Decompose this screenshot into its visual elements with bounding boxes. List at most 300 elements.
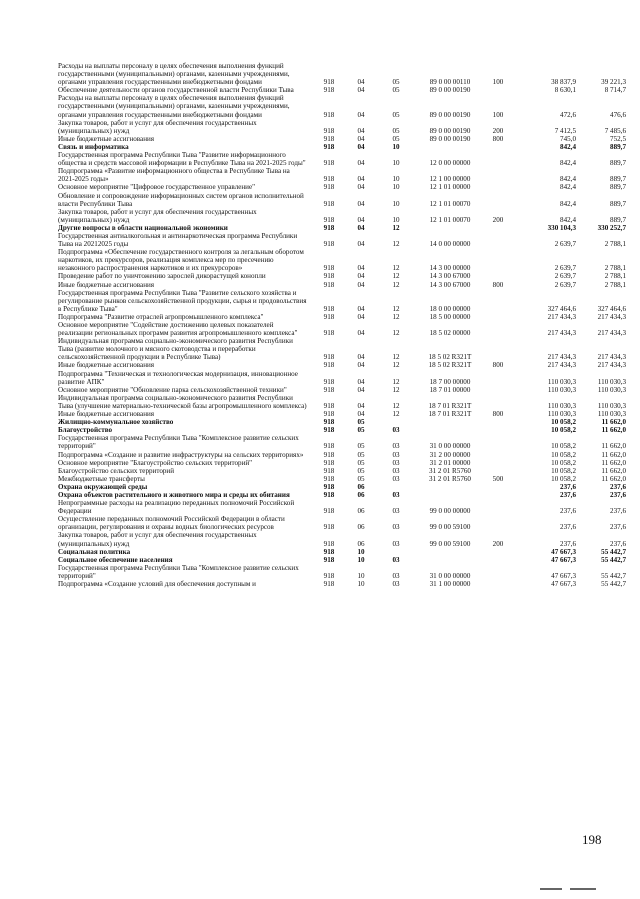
table-row	[58, 313, 626, 321]
amount-year2-cell: 2 788,1	[604, 280, 626, 289]
expense-type-cell	[486, 192, 510, 208]
amount-year1-cell: 237,6	[560, 482, 576, 491]
amount-year2-cell: 7 485,6	[604, 126, 626, 135]
target-article-cell: 31 0 00 00000	[429, 571, 471, 580]
amount-year2-cell: 237,6	[610, 523, 626, 532]
amount-year2-cell: 11 662,0	[601, 418, 626, 427]
amount-year2-cell: 2 788,1	[604, 240, 626, 249]
amount-year2-cell: 11 662,0	[601, 450, 626, 459]
expense-type-cell	[486, 313, 510, 321]
section-code-cell: 04	[357, 401, 365, 410]
subsection-code-cell: 10	[392, 199, 400, 208]
target-article-cell: 31 0 00 00000	[429, 442, 471, 451]
section-code-cell: 06	[357, 482, 365, 491]
subsection-code-cell	[378, 548, 414, 556]
amount-year2-cell: 39 221,3	[601, 78, 626, 87]
subsection-code-cell: 10	[392, 159, 400, 168]
section-code-cell: 06	[357, 507, 365, 516]
section-code-cell: 10	[357, 555, 365, 564]
row-name-cell: Связь и информатика	[58, 142, 129, 151]
subsection-code-cell: 05	[392, 86, 400, 95]
row-name-cell: Межбюджетные трансферты	[58, 474, 145, 483]
section-code-cell: 04	[357, 86, 365, 95]
target-article-cell: 89 0 00 00190	[429, 134, 471, 143]
grbs-code-cell: 918	[323, 126, 335, 135]
table-row	[58, 410, 626, 418]
table-row	[58, 580, 626, 588]
grbs-code-cell: 918	[323, 264, 335, 273]
amount-year2-cell: 476,6	[610, 110, 626, 119]
grbs-code-cell: 918	[323, 78, 335, 87]
grbs-code-cell: 918	[323, 377, 335, 386]
row-name-cell: Основное мероприятие "Обновление парка сельскохозяйственной техники"	[58, 385, 287, 394]
table-row	[58, 337, 626, 361]
grbs-code-cell: 918	[323, 134, 335, 143]
amount-year1-cell: 10 058,2	[551, 466, 576, 475]
subsection-code-cell: 12	[392, 361, 400, 370]
section-code-cell: 10	[357, 571, 365, 580]
amount-year1-cell: 47 667,3	[551, 547, 576, 556]
table-row	[58, 232, 626, 248]
subsection-code-cell: 10	[392, 142, 400, 151]
amount-year2-cell: 55 442,7	[601, 580, 626, 588]
expense-type-cell: 200	[492, 539, 504, 548]
amount-year2-cell: 237,6	[610, 482, 626, 491]
amount-year2-cell: 217 434,3	[597, 361, 626, 370]
row-name-cell: Основное мероприятие "Содействие достижению целевых показателей реализации региональных программ развития агропромышленного комплекса"	[58, 321, 298, 338]
row-name-cell: Подпрограмма «Создание и развитие инфраструктуры на сельских территориях»	[58, 450, 304, 459]
table-row	[58, 475, 626, 483]
target-article-cell: 89 0 00 00110	[429, 78, 471, 87]
target-article-cell: 18 5 00 00000	[429, 312, 471, 321]
table-row	[58, 321, 626, 337]
target-article-cell: 31 2 01 R5760	[429, 474, 471, 483]
grbs-code-cell: 918	[323, 442, 335, 451]
amount-year2-cell: 55 442,7	[601, 555, 626, 564]
target-article-cell: 89 0 00 00190	[429, 126, 471, 135]
grbs-code-cell: 918	[323, 571, 335, 580]
subsection-code-cell: 05	[392, 126, 400, 135]
amount-year2-cell: 889,7	[610, 142, 626, 151]
table-row	[58, 434, 626, 450]
expense-type-cell	[486, 370, 510, 386]
expense-type-cell	[486, 386, 510, 394]
target-article-cell	[414, 483, 486, 491]
target-article-cell	[414, 556, 486, 564]
grbs-code-cell: 918	[323, 410, 335, 419]
amount-year2-cell: 2 788,1	[604, 264, 626, 273]
amount-year2-cell: 55 442,7	[601, 547, 626, 556]
section-code-cell: 04	[357, 110, 365, 119]
expense-type-cell	[486, 337, 510, 361]
amount-year1-cell: 842,4	[560, 159, 576, 168]
grbs-code-cell: 918	[323, 142, 335, 151]
subsection-code-cell: 12	[392, 264, 400, 273]
target-article-cell: 12 1 01 00070	[429, 199, 471, 208]
target-article-cell: 18 0 00 00000	[429, 304, 471, 313]
grbs-code-cell: 918	[323, 474, 335, 483]
row-name-cell: Иные бюджетные ассигнования	[58, 410, 155, 419]
amount-year2-cell: 55 442,7	[601, 571, 626, 580]
table-row	[58, 515, 626, 531]
table-row	[58, 151, 626, 167]
grbs-code-cell: 918	[323, 361, 335, 370]
amount-year2-cell: 889,7	[610, 215, 626, 224]
table-row	[58, 394, 626, 410]
target-article-cell: 99 0 00 00000	[429, 507, 471, 516]
amount-year1-cell: 842,4	[560, 199, 576, 208]
amount-year1-cell: 10 058,2	[551, 442, 576, 451]
expense-type-cell	[486, 224, 510, 232]
table-row	[58, 62, 626, 86]
target-article-cell	[414, 418, 486, 426]
expense-type-cell	[486, 418, 510, 426]
row-name-cell: Подпрограмма «Обеспечение государственного контроля за легальным оборотом наркотиков, их прекурсоров, реализация комплекса мер по пресечению незаконного распространения наркотиков и их прекурсоров»	[58, 248, 304, 273]
expense-type-cell	[486, 151, 510, 167]
expense-type-cell	[486, 459, 510, 467]
target-article-cell: 18 7 00 00000	[429, 377, 471, 386]
target-article-cell: 18 5 02 00000	[429, 329, 471, 338]
amount-year1-cell: 10 058,2	[551, 474, 576, 483]
subsection-code-cell: 03	[392, 580, 400, 588]
amount-year1-cell: 237,6	[560, 523, 576, 532]
subsection-code-cell: 03	[392, 507, 400, 516]
expense-type-cell	[486, 434, 510, 450]
row-name-cell: Иные бюджетные ассигнования	[58, 134, 155, 143]
expense-type-cell: 100	[492, 110, 504, 119]
row-name-cell: Жилищно-коммунальное хозяйство	[58, 418, 174, 427]
amount-year1-cell: 842,4	[560, 183, 576, 192]
amount-year2-cell: 889,7	[610, 159, 626, 168]
section-code-cell: 04	[357, 215, 365, 224]
target-article-cell: 14 3 00 00000	[429, 264, 471, 273]
amount-year1-cell: 842,4	[560, 215, 576, 224]
grbs-code-cell: 918	[323, 418, 335, 427]
subsection-code-cell: 12	[392, 410, 400, 419]
section-code-cell: 06	[357, 523, 365, 532]
section-code-cell: 04	[357, 223, 365, 232]
subsection-code-cell: 12	[392, 272, 400, 281]
expense-type-cell	[486, 556, 510, 564]
subsection-code-cell: 03	[392, 458, 400, 467]
grbs-code-cell: 918	[323, 385, 335, 394]
amount-year2-cell: 11 662,0	[601, 426, 626, 435]
amount-year1-cell: 2 639,7	[554, 264, 576, 273]
target-article-cell: 18 5 02 R321T	[428, 353, 472, 362]
amount-year2-cell: 110 030,3	[597, 410, 626, 419]
section-code-cell: 04	[357, 385, 365, 394]
row-name-cell: Охрана объектов растительного и животного мира и среды их обитания	[58, 490, 290, 499]
subsection-code-cell: 03	[392, 571, 400, 580]
expense-type-cell: 800	[492, 280, 504, 289]
subsection-code-cell: 05	[392, 134, 400, 143]
section-total-row	[58, 143, 626, 151]
target-article-cell: 31 2 00 00000	[429, 450, 471, 459]
amount-year2-cell: 217 434,3	[597, 353, 626, 362]
target-article-cell: 12 1 01 00070	[429, 215, 471, 224]
subsection-code-cell: 05	[392, 78, 400, 87]
amount-year2-cell: 110 030,3	[597, 385, 626, 394]
grbs-code-cell: 918	[323, 304, 335, 313]
row-name-cell: Благоустройство сельских территорий	[58, 466, 175, 475]
section-total-row	[58, 548, 626, 556]
amount-year2-cell: 2 788,1	[604, 272, 626, 281]
section-code-cell: 04	[357, 126, 365, 135]
section-total-row	[58, 426, 626, 434]
section-code-cell: 10	[357, 547, 365, 556]
expense-type-cell	[486, 272, 510, 280]
target-article-cell	[414, 491, 486, 499]
grbs-code-cell: 918	[323, 458, 335, 467]
table-row	[58, 183, 626, 191]
table-row	[58, 499, 626, 515]
target-article-cell: 14 0 00 00000	[429, 240, 471, 249]
grbs-code-cell: 918	[323, 401, 335, 410]
target-article-cell: 18 7 01 R321T	[428, 401, 472, 410]
section-code-cell: 04	[357, 329, 365, 338]
table-row	[58, 248, 626, 272]
subsection-code-cell: 03	[392, 442, 400, 451]
subsection-code-cell: 03	[392, 539, 400, 548]
subsection-code-cell: 03	[392, 450, 400, 459]
grbs-code-cell: 918	[323, 272, 335, 281]
table-row	[58, 289, 626, 313]
subsection-code-cell: 12	[392, 223, 400, 232]
expense-type-cell	[486, 548, 510, 556]
table-row	[58, 459, 626, 467]
expense-type-cell	[486, 232, 510, 248]
target-article-cell: 14 3 00 67000	[429, 280, 471, 289]
subsection-code-cell: 03	[392, 523, 400, 532]
expense-type-cell	[486, 289, 510, 313]
page-number: 198	[582, 832, 602, 847]
table-row	[58, 86, 626, 94]
amount-year2-cell: 237,6	[610, 490, 626, 499]
row-name-cell: Государственная антиалкогольная и антинаркотическая программа Республики Тыва на 20212025 годы	[58, 231, 298, 249]
subsection-code-cell: 12	[392, 329, 400, 338]
table-row	[58, 167, 626, 183]
grbs-code-cell: 918	[323, 183, 335, 192]
budget-table	[58, 62, 626, 588]
grbs-code-cell: 918	[323, 329, 335, 338]
amount-year2-cell: 330 252,7	[597, 223, 626, 232]
table-row	[58, 281, 626, 289]
row-name-cell: Подпрограмма «Развитие информационного общества в Республике Тыва на 2021-2025 годы»	[58, 167, 290, 184]
amount-year2-cell: 8 714,7	[604, 86, 626, 95]
section-code-cell: 04	[357, 312, 365, 321]
table-row	[58, 531, 626, 547]
expense-type-cell	[486, 183, 510, 191]
amount-year1-cell: 38 837,9	[551, 78, 576, 87]
amount-year1-cell: 330 104,3	[547, 223, 576, 232]
amount-year2-cell: 237,6	[610, 507, 626, 516]
table-row	[58, 386, 626, 394]
table-row	[58, 135, 626, 143]
section-code-cell: 05	[357, 450, 365, 459]
scan-artifact	[570, 888, 596, 890]
amount-year1-cell: 10 058,2	[551, 426, 576, 435]
table-row	[58, 119, 626, 135]
amount-year1-cell: 217 434,3	[547, 312, 576, 321]
subsection-code-cell: 10	[392, 183, 400, 192]
grbs-code-cell: 918	[323, 199, 335, 208]
table-row	[58, 361, 626, 369]
amount-year1-cell: 2 639,7	[554, 280, 576, 289]
row-name-cell: Основное мероприятие "Цифровое государственное управление"	[58, 183, 256, 192]
grbs-code-cell: 918	[323, 312, 335, 321]
expense-type-cell	[486, 394, 510, 410]
target-article-cell: 31 1 00 00000	[429, 580, 471, 588]
row-name-cell: Проведение работ по уничтожению зарослей дикорастущей конопли	[58, 272, 266, 281]
subsection-code-cell: 12	[392, 312, 400, 321]
section-code-cell: 05	[357, 458, 365, 467]
amount-year1-cell: 472,6	[560, 110, 576, 119]
row-name-cell: Закупка товаров, работ и услуг для обеспечения государственных (муниципальных) нужд	[58, 531, 257, 548]
grbs-code-cell: 918	[323, 523, 335, 532]
section-code-cell: 04	[357, 410, 365, 419]
row-name-cell: Подпрограмма "Развитие отраслей агропромышленного комплекса"	[58, 312, 264, 321]
amount-year1-cell: 47 667,3	[551, 580, 576, 588]
grbs-code-cell: 918	[323, 482, 335, 491]
grbs-code-cell: 918	[323, 240, 335, 249]
expense-type-cell	[486, 564, 510, 580]
row-name-cell: Государственная программа Республики Тыва "Развитие сельского хозяйства и регулирование рынков сельскохозяйственной продукции, сырья и продовольствия в Республике Тыва"	[58, 288, 307, 313]
row-name-cell: Государственная программа Республики Тыва "Комплексное развитие сельских территорий"	[58, 563, 299, 580]
grbs-code-cell: 918	[323, 426, 335, 435]
target-article-cell: 12 0 00 00000	[429, 159, 471, 168]
amount-year1-cell: 217 434,3	[547, 329, 576, 338]
amount-year2-cell: 752,5	[610, 134, 626, 143]
section-code-cell: 10	[357, 580, 365, 588]
target-article-cell: 31 2 01 00000	[429, 458, 471, 467]
grbs-code-cell: 918	[323, 555, 335, 564]
row-name-cell: Осуществление переданных полномочий Российской Федерации в области организации, регулирования и охраны водных биологических ресурсов	[58, 515, 285, 532]
section-code-cell: 04	[357, 199, 365, 208]
section-code-cell: 04	[357, 264, 365, 273]
amount-year1-cell: 7 412,5	[554, 126, 576, 135]
subsection-code-cell: 12	[392, 401, 400, 410]
grbs-code-cell: 918	[323, 490, 335, 499]
row-name-cell: Индивидуальная программа социально-экономического развития Республики Тыва (улучшение материально-технической базы агропромышленного комплекса)	[58, 393, 307, 410]
amount-year1-cell: 842,4	[560, 175, 576, 184]
section-total-row	[58, 491, 626, 499]
amount-year1-cell: 2 639,7	[554, 272, 576, 281]
budget-table-body	[58, 62, 626, 588]
amount-year2-cell: 110 030,3	[597, 401, 626, 410]
section-code-cell: 04	[357, 134, 365, 143]
amount-year1-cell: 110 030,3	[547, 410, 576, 419]
amount-year1-cell: 110 030,3	[547, 401, 576, 410]
section-total-row	[58, 418, 626, 426]
amount-year1-cell: 237,6	[560, 507, 576, 516]
grbs-code-cell: 918	[323, 539, 335, 548]
grbs-code-cell: 918	[323, 507, 335, 516]
amount-year1-cell: 2 639,7	[554, 240, 576, 249]
amount-year1-cell: 47 667,3	[551, 571, 576, 580]
section-code-cell: 05	[357, 426, 365, 435]
table-row	[58, 451, 626, 459]
table-row	[58, 192, 626, 208]
amount-year1-cell: 8 630,1	[554, 86, 576, 95]
subsection-code-cell: 03	[392, 466, 400, 475]
amount-year2-cell: 11 662,0	[601, 466, 626, 475]
table-row	[58, 564, 626, 580]
section-code-cell: 05	[357, 442, 365, 451]
grbs-code-cell: 918	[323, 223, 335, 232]
grbs-code-cell: 918	[323, 159, 335, 168]
target-article-cell: 89 0 00 00190	[429, 86, 471, 95]
table-row	[58, 272, 626, 280]
section-code-cell: 04	[357, 272, 365, 281]
target-article-cell	[414, 224, 486, 232]
grbs-code-cell: 918	[323, 450, 335, 459]
row-name-cell: Социальная политика	[58, 547, 131, 556]
expense-type-cell: 500	[492, 474, 504, 483]
subsection-code-cell: 05	[392, 110, 400, 119]
section-code-cell: 04	[357, 240, 365, 249]
row-name-cell: Подпрограмма «Создание условий для обеспечения доступным и	[58, 580, 256, 588]
amount-year1-cell: 110 030,3	[547, 385, 576, 394]
subsection-code-cell: 12	[392, 353, 400, 362]
amount-year2-cell: 11 662,0	[601, 458, 626, 467]
amount-year1-cell: 327 464,6	[547, 304, 576, 313]
row-name-cell: Обновление и сопровождение информационных систем органов исполнительной власти Республики Тыва	[58, 191, 304, 208]
grbs-code-cell: 918	[323, 175, 335, 184]
row-name-cell: Непрограммные расходы на реализацию переданных полномочий Российской Федерации	[58, 499, 295, 516]
expense-type-cell	[486, 321, 510, 337]
amount-year2-cell: 217 434,3	[597, 329, 626, 338]
grbs-code-cell: 918	[323, 547, 335, 556]
subsection-code-cell: 10	[392, 175, 400, 184]
amount-year2-cell: 237,6	[610, 539, 626, 548]
section-code-cell: 05	[357, 418, 365, 427]
amount-year1-cell: 237,6	[560, 490, 576, 499]
expense-type-cell	[486, 451, 510, 459]
expense-type-cell	[486, 143, 510, 151]
section-code-cell: 06	[357, 539, 365, 548]
expense-type-cell	[486, 483, 510, 491]
row-name-cell: Подпрограмма "Техническая и технологическая модернизация, инновационное развитие АПК"	[58, 369, 298, 386]
subsection-code-cell	[378, 418, 414, 426]
expense-type-cell	[486, 167, 510, 183]
section-code-cell: 04	[357, 159, 365, 168]
scan-artifact	[540, 888, 562, 890]
target-article-cell: 89 0 00 00190	[429, 110, 471, 119]
target-article-cell: 14 3 00 67000	[429, 272, 471, 281]
subsection-code-cell: 12	[392, 385, 400, 394]
section-code-cell: 05	[357, 474, 365, 483]
section-code-cell: 04	[357, 361, 365, 370]
amount-year2-cell: 110 030,3	[597, 377, 626, 386]
row-name-cell: Закупка товаров, работ и услуг для обеспечения государственных (муниципальных) нужд	[58, 207, 257, 224]
amount-year1-cell: 745,0	[560, 134, 576, 143]
amount-year1-cell: 110 030,3	[547, 377, 576, 386]
amount-year1-cell: 217 434,3	[547, 361, 576, 370]
subsection-code-cell	[378, 483, 414, 491]
row-name-cell: Иные бюджетные ассигнования	[58, 280, 155, 289]
expense-type-cell: 100	[492, 78, 504, 87]
subsection-code-cell: 03	[392, 490, 400, 499]
amount-year2-cell: 217 434,3	[597, 312, 626, 321]
target-article-cell	[414, 426, 486, 434]
section-code-cell: 04	[357, 353, 365, 362]
row-name-cell: Государственная программа Республики Тыва "Комплексное развитие сельских территорий"	[58, 434, 299, 451]
amount-year1-cell: 842,4	[560, 142, 576, 151]
target-article-cell: 18 7 01 R321T	[428, 410, 472, 419]
amount-year2-cell: 327 464,6	[597, 304, 626, 313]
grbs-code-cell: 918	[323, 466, 335, 475]
expense-type-cell	[486, 499, 510, 515]
